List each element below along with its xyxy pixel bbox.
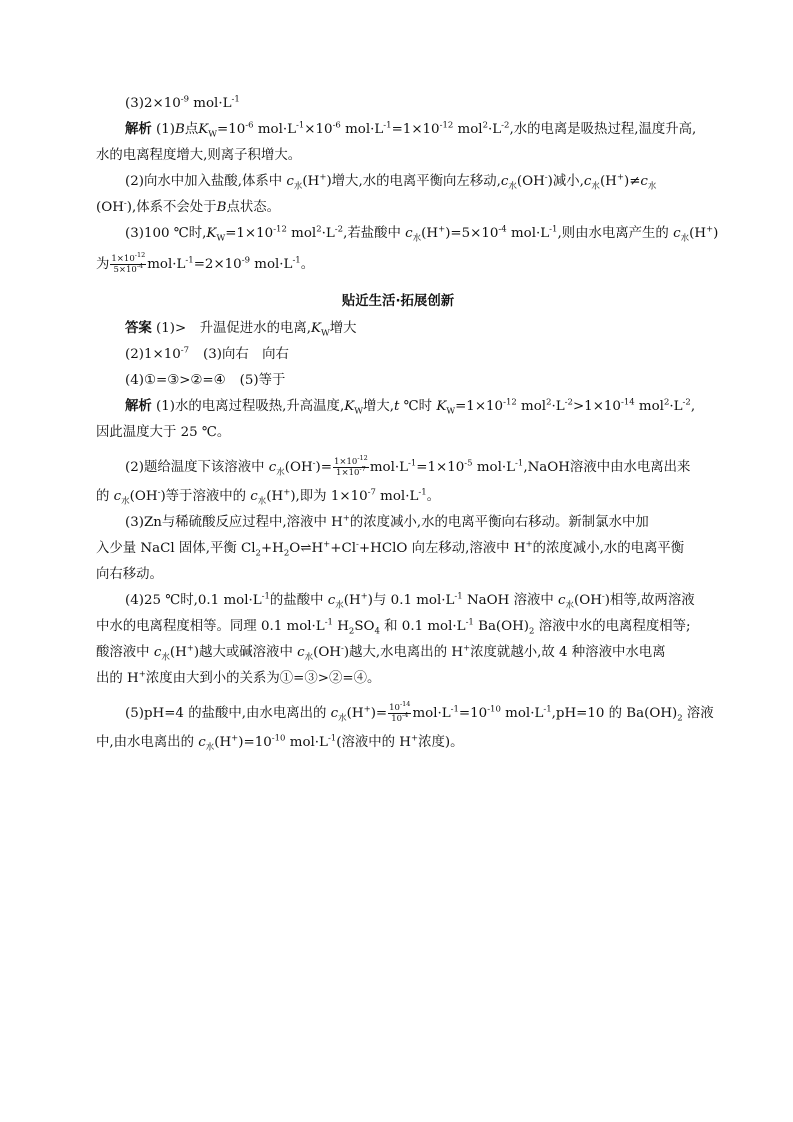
answer-part-3: $(3)2\times 10^{-9}$ $mol\cdot L^{-1}$ (125, 94, 240, 111)
answers-3: (4)①=③>②=④ (5)等于 (125, 373, 286, 388)
explain-2: (2)题给温度下该溶液中 $c_水(OH^-)=$ $\frac{1\times 10^{-12}}{1\times 10^{-7}}$ $mol\cdot L^{-1}=1\times 10^{-5}$ $mol\cdot L^{-1},NaOH$溶液中由水电离出来 (125, 454, 691, 478)
label-daan: 答案 (125, 321, 152, 336)
explain-1-cont: 因此温度大于 25 ℃。 (96, 425, 231, 440)
answers-2: $(2)1\times 10^{-7}$ (3)向右 向右 (125, 345, 289, 362)
explain-4-cont: 中水的电离程度相等。同理 0.1 $mol\cdot L^{-1}$ $H_2SO_4$ 和 0.1 $mol\cdot L^{-1}$ $Ba(OH)_2$ 溶液中水的电离程度相等; (96, 617, 691, 637)
fraction: $\frac{1\times 10^{-12}}{1\times 10^{-7}}$ (333, 454, 368, 478)
explain-5: (5)pH=4 的盐酸中,由水电离出的 $c_水(H^+)=$ $\frac{10^{-14}}{10^{-4}}$ $mol\cdot L^{-1}=10^{-10}$ $mol\cdot L^{-1},pH=10$ 的 $Ba(OH)_2$ 溶液 (125, 700, 714, 724)
explain-2-cont: 的 $c_水(OH^-)$等于溶液中的 $c_水(H^+)$,即为 $1\times 10^{-7}$ $mol\cdot L^{-1}$。 (96, 487, 441, 507)
analysis-2-cont: (OH-),体系不会处于B点状态。 (96, 198, 280, 215)
analysis-3-cont: 为 $\frac{1\times 10^{-12}}{5\times 10^{-4}}$ $mol\cdot L^{-1}=2\times 10^{-9}$ $mol\cdot L^{-1}$。 (96, 251, 315, 275)
explain-3-cont2: 向右移动。 (96, 567, 163, 582)
explain-1: 解析 (1)水的电离过程吸热,升高温度$,K_W$增大,t ℃时 $K_W=1\times 10^{-12}$ $mol^2\cdot L^{-2}>1\times 10^{-14}$ $mol^2\cdot L^{-2}$, (125, 397, 696, 417)
document-page (96, 94, 719, 759)
fraction: $\frac{10^{-14}}{10^{-4}}$ (389, 700, 411, 724)
analysis-3: (3)100 ℃时$,K_W=1\times 10^{-12}$ $mol^2\cdot L^{-2}$,若盐酸中 $c_水(H^+)=5\times 10^{-4}$ $mol\cdot L^{-1}$,则由水电离产生的 $c_水(H^+)$ (125, 224, 719, 244)
explain-4-cont2: 酸溶液中 $c_水(H^+)$越大或碱溶液中 $c_水(OH^-)$越大,水电离出的 H+浓度就越小,故 4 种溶液中水电离 (96, 643, 666, 663)
analysis-1-cont: 水的电离程度增大,则离子积增大。 (96, 148, 302, 163)
explain-3: (3)Zn与稀硫酸反应过程中,溶液中 H+的浓度减小,水的电离平衡向右移动。新制氯水中加 (125, 513, 649, 530)
explain-5-cont: 中,由水电离出的 $c_水(H^+)=10^{-10}$ $mol\cdot L^{-1}$(溶液中的 H+浓度)。 (96, 733, 464, 753)
explain-4-cont3: 出的 H+浓度由大到小的关系为①=③>②=④。 (96, 669, 381, 686)
section-title: 贴近生活·拓展创新 (341, 294, 455, 309)
answers-1: 答案 (1)> 升温促进水的电离$,K_W$增大 (125, 321, 357, 339)
label-jiexi-2: 解析 (125, 399, 152, 414)
analysis-2: (2)向水中加入盐酸,体系中 $c_水(H^+)$增大,水的电离平衡向左移动$,c_水(OH^-)$减小$,c_水(H^+)\ne c_水$ (125, 172, 657, 192)
label-jiexi: 解析 (125, 122, 152, 137)
explain-3-cont: 入少量 NaCl 固体,平衡 $Cl_2+H_2O\rightleftharpoons H^++Cl^-+HClO$ 向左移动,溶液中 H+的浓度减小,水的电离平衡 (96, 539, 685, 559)
analysis-1: 解析 (1)B点$K_W=10^{-6}$ $mol\cdot L^{-1}\times 10^{-6}$ $mol\cdot L^{-1}=1\times 10^{-12}$ $mol^2\cdot L^{-2}$,水的电离是吸热过程,温度升高, (125, 120, 697, 140)
explain-4: (4)25 ℃时,0.1 $mol\cdot L^{-1}$的盐酸中 $c_水(H^+)$与 0.1 $mol\cdot L^{-1}$ NaOH 溶液中 $c_水(OH^-)$相等,故两溶液 (125, 591, 695, 611)
fraction: $\frac{1\times 10^{-12}}{5\times 10^{-4}}$ (111, 251, 146, 275)
